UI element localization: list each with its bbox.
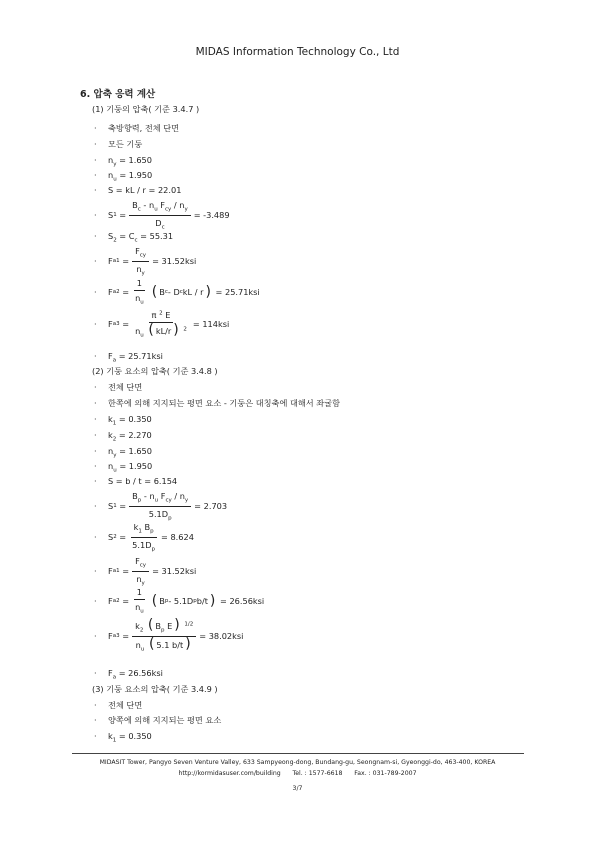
formula-fa2: · F a2 = $\frac{1}{n_u}$ ( B c - D c kL / r ) = 25.71ksi (94, 278, 260, 306)
footer-divider (72, 753, 524, 754)
formula-s2: · S 2 = $\frac{k_1 B_p}{5.1D_p}$ = 8.624 (94, 522, 194, 553)
list-item: · S = kL / r = 22.01 (94, 185, 182, 195)
list-item: · $k_1 = 0.350$ (94, 731, 152, 744)
formula-s1: · S 1 = $\frac{B_p - n_u F_{cy} / n_y}{5.1D_p}$ = 2.703 (94, 491, 228, 522)
formula-fa3: · F a3 = $\frac{k_2 ( B_p E ) ^{1/2}}{n_u ( 5.1 b/t )}$ = 38.02ksi (94, 617, 244, 653)
formula-s2: · $S_2 = C_c = 55.31$ (94, 231, 174, 244)
list-item: · 축방향력, 전체 단면 (94, 123, 180, 133)
list-item: · $n_u = 1.950$ (94, 461, 153, 474)
footer-address: MIDASIT Tower, Pangyo Seven Venture Valley, 633 Sampyeong-dong, Bundang-gu, Seongnam-si, Gyeonggi-do, 463-400, KOREA (99, 759, 496, 766)
section-title: 6. 압축 응력 계산 (80, 89, 156, 100)
subsection-1-title: (1) 기둥의 압축( 기준 3.4.7 ) (92, 104, 200, 114)
list-item: · 한쪽에 의해 지지되는 평면 요소 - 기둥은 대칭축에 대해서 좌굴함 (94, 398, 341, 408)
footer-contact: http://kormidasuser.com/building Tel. : 1577-6618 Fax. : 031-789-2007 (178, 770, 417, 777)
formula-fa1: · F a1 = $\frac{F_{cy}}{n_y}$ = 31.52ksi (94, 246, 197, 277)
fraction: $\frac{B_c - n_u F_{cy} / n_y}{D_c}$ (129, 200, 191, 230)
company-header: MIDAS Information Technology Co., Ltd (195, 46, 400, 58)
list-item: · $k_1 = 0.350$ (94, 414, 152, 427)
formula-s1: · S 1 = $\frac{B_c - n_u F_{cy} / n_y}{D_c}$ = -3.489 (94, 200, 230, 231)
list-item: · $n_u = 1.950$ (94, 170, 153, 183)
page-number: 3/7 (292, 785, 303, 792)
list-item: · $n_y = 1.650$ (94, 446, 152, 459)
formula-fa: · $F_a = 26.56ksi$ (94, 668, 163, 681)
formula-fa1: · F a1 = $\frac{F_{cy}}{n_y}$ = 31.52ksi (94, 556, 197, 587)
formula-fa: · $F_a = 25.71ksi$ (94, 351, 163, 364)
list-item: · 양쪽에 의해 지지되는 평면 요소 (94, 715, 222, 725)
subsection-3-title: (3) 기둥 요소의 압축( 기준 3.4.9 ) (92, 684, 218, 694)
subsection-2-title: (2) 기둥 요소의 압축( 기준 3.4.8 ) (92, 366, 218, 376)
list-item: · 전체 단면 (94, 700, 143, 710)
list-item: · 모든 기둥 (94, 139, 143, 149)
formula-fa2: · F a2 = $\frac{1}{n_u}$ ( B p - 5.1D p b/t ) = 26.56ksi (94, 587, 265, 615)
list-item: · $n_y = 1.650$ (94, 155, 152, 168)
formula-fa3: · F a3 = $\frac{\pi ^2 E}{n_u ( kL/r ) ^2}$ = 114ksi (94, 310, 230, 339)
list-item: · S = b / t = 6.154 (94, 476, 178, 486)
list-item: · 전체 단면 (94, 382, 143, 392)
list-item: · $k_2 = 2.270$ (94, 430, 152, 443)
